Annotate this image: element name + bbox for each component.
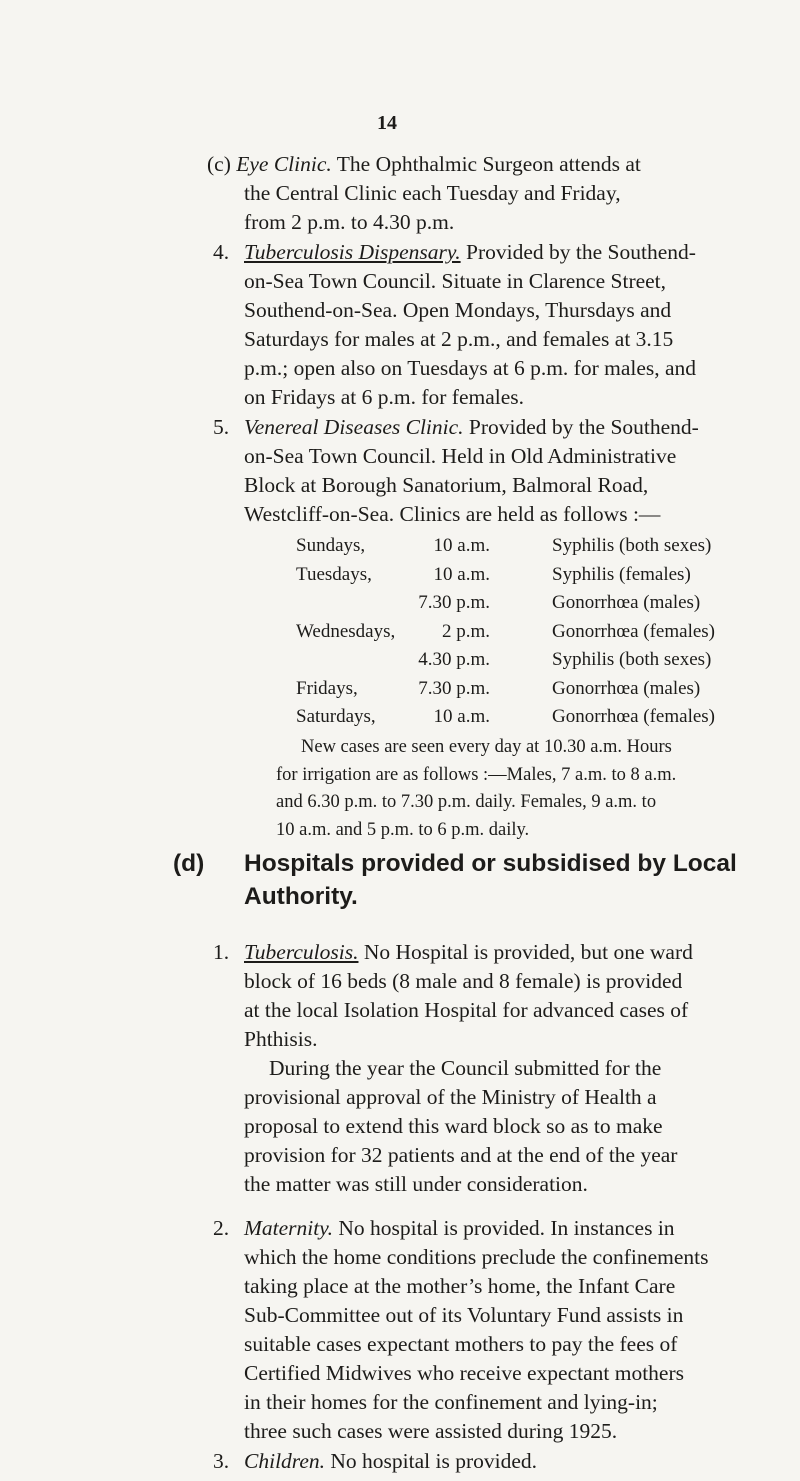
tb-dispensary-number: 4. [213,240,230,264]
tb-dispensary-section [244,238,762,412]
schedule-row [296,589,762,618]
schedule-day: Tuesdays, [296,563,372,585]
children-line-1 [244,1447,762,1476]
maternity-line-4: Sub-Committee out of its Voluntary Fund assists in [244,1303,684,1327]
schedule-day [296,589,394,618]
schedule-row [296,646,762,675]
eye-clinic-line-1 [207,150,762,179]
maternity-line-8: three such cases were assisted during 1925. [244,1419,618,1443]
schedule-clinic: Gonorrhœa (males) [552,677,701,699]
schedule-clinic: Syphilis (females) [552,563,691,585]
hospitals-heading-line-2: Authority. [244,883,358,910]
schedule-day [296,646,394,675]
schedule-clinic: Gonorrhœa (females) [552,620,716,642]
hospital-item-tuberculosis [244,938,762,1199]
hospitals-label: (d) [173,850,205,877]
tb-para2-line-5: the matter was still under consideration. [244,1172,588,1196]
maternity-line-5: suitable cases expectant mothers to pay the fees of [244,1332,678,1356]
tb-para2-line-3: proposal to extend this ward block so as to make [244,1114,663,1138]
vd-clinic-note [276,734,762,844]
hospital-item-children [244,1447,762,1476]
vd-note-line-3: and 6.30 p.m. to 7.30 p.m. daily. Females, 9 a.m. to [276,792,657,812]
schedule-row [296,561,762,590]
schedule-time: 4.30 p.m. [418,649,490,670]
schedule-time: 7.30 p.m. [418,677,490,699]
schedule-day: Wednesdays, [296,620,396,642]
tb-dispensary-line-3: Southend-on-Sea. Open Mondays, Thursdays and [244,298,672,322]
schedule-time: 10 a.m. [433,706,490,727]
maternity-line-6: Certified Midwives who receive expectant mothers [244,1361,685,1385]
hospital-item-number: 2. [213,1216,230,1240]
tb-line-3: at the local Isolation Hospital for advanced cases of [244,998,689,1022]
hospital-item-title: Children. [244,1449,326,1473]
schedule-clinic: Gonorrhœa (females) [552,706,716,727]
eye-clinic-line-3: from 2 p.m. to 4.30 p.m. [244,210,455,234]
maternity-line-2: which the home conditions preclude the confinements [244,1245,709,1269]
eye-clinic-line-2: the Central Clinic each Tuesday and Friday, [244,181,621,205]
tb-dispensary-line-4: Saturdays for males at 2 p.m., and females at 3.15 [244,327,674,351]
vd-clinic-line-1 [244,413,762,442]
children-text: No hospital is provided. [330,1449,538,1473]
eye-clinic-label: (c) [207,152,231,176]
schedule-row [296,703,762,732]
hospitals-heading-line-1: Hospitals provided or subsidised by Local [244,850,737,877]
vd-clinic-number: 5. [213,415,230,439]
schedule-clinic: Gonorrhœa (males) [552,592,701,613]
hospital-item-number: 1. [213,940,230,964]
eye-clinic-title: Eye Clinic. [236,152,332,176]
vd-clinic-line-4: Westcliff-on-Sea. Clinics are held as follows :— [244,502,661,526]
schedule-day: Saturdays, [296,706,376,727]
schedule-time: 10 a.m. [433,563,490,585]
hospital-item-number: 3. [213,1449,230,1473]
maternity-line-7: in their homes for the confinement and lying-in; [244,1390,658,1414]
vd-clinic-line-3: Block at Borough Sanatorium, Balmoral Road, [244,473,649,497]
vd-clinic-title: Venereal Diseases Clinic. [244,415,464,439]
tb-dispensary-text: Provided by the Southend- [465,240,696,264]
tb-line-2: block of 16 beds (8 male and 8 female) is provided [244,969,683,993]
schedule-clinic: Syphilis (both sexes) [552,535,712,556]
schedule-row [296,532,762,561]
schedule-clinic: Syphilis (both sexes) [552,649,712,670]
hospital-item-title: Maternity. [244,1216,333,1240]
tb-para2-line-4: provision for 32 patients and at the end of the year [244,1143,678,1167]
vd-clinic-section [244,413,762,529]
schedule-time: 7.30 p.m. [418,592,490,613]
vd-clinic-text: Provided by the Southend- [468,415,699,439]
schedule-day: Fridays, [296,677,358,699]
tb-line-4: Phthisis. [244,1027,318,1051]
vd-clinic-line-2: on-Sea Town Council. Held in Old Administrative [244,444,677,468]
eye-clinic-section [207,150,762,237]
schedule-time: 10 a.m. [433,535,490,556]
schedule-row [296,618,762,647]
vd-note-line-4: 10 a.m. and 5 p.m. to 6 p.m. daily. [276,819,530,840]
tb-dispensary-line-6: on Fridays at 6 p.m. for females. [244,385,525,409]
schedule-row [296,675,762,704]
schedule-day: Sundays, [296,535,366,556]
page-number: 14 [377,112,397,134]
maternity-line-1 [244,1214,762,1243]
tb-para2-line-2: provisional approval of the Ministry of Health a [244,1085,657,1109]
vd-note-line-2: for irrigation are as follows :—Males, 7 a.m. to 8 a.m. [276,764,677,785]
vd-note-line-1: New cases are seen every day at 10.30 a.m. Hours [301,737,672,757]
maternity-line-3: taking place at the mother’s home, the Infant Care [244,1274,676,1298]
maternity-text: No hospital is provided. In instances in [338,1216,675,1240]
tb-dispensary-line-2: on-Sea Town Council. Situate in Clarence Street, [244,269,667,293]
tb-dispensary-line-1 [244,238,762,267]
tb-dispensary-line-5: p.m.; open also on Tuesdays at 6 p.m. for males, and [244,356,697,380]
hospitals-heading [244,847,764,913]
tb-line-1 [244,938,762,967]
tb-dispensary-title: Tuberculosis Dispensary. [244,240,461,264]
eye-clinic-text: The Ophthalmic Surgeon attends at [336,152,641,176]
tb-para2-line-1: During the year the Council submitted for the [269,1056,662,1080]
hospital-item-title: Tuberculosis. [244,940,359,964]
vd-clinic-schedule [296,532,762,732]
hospital-item-maternity [244,1214,762,1446]
tb-text: No Hospital is provided, but one ward [363,940,693,964]
schedule-time: 2 p.m. [441,620,490,642]
